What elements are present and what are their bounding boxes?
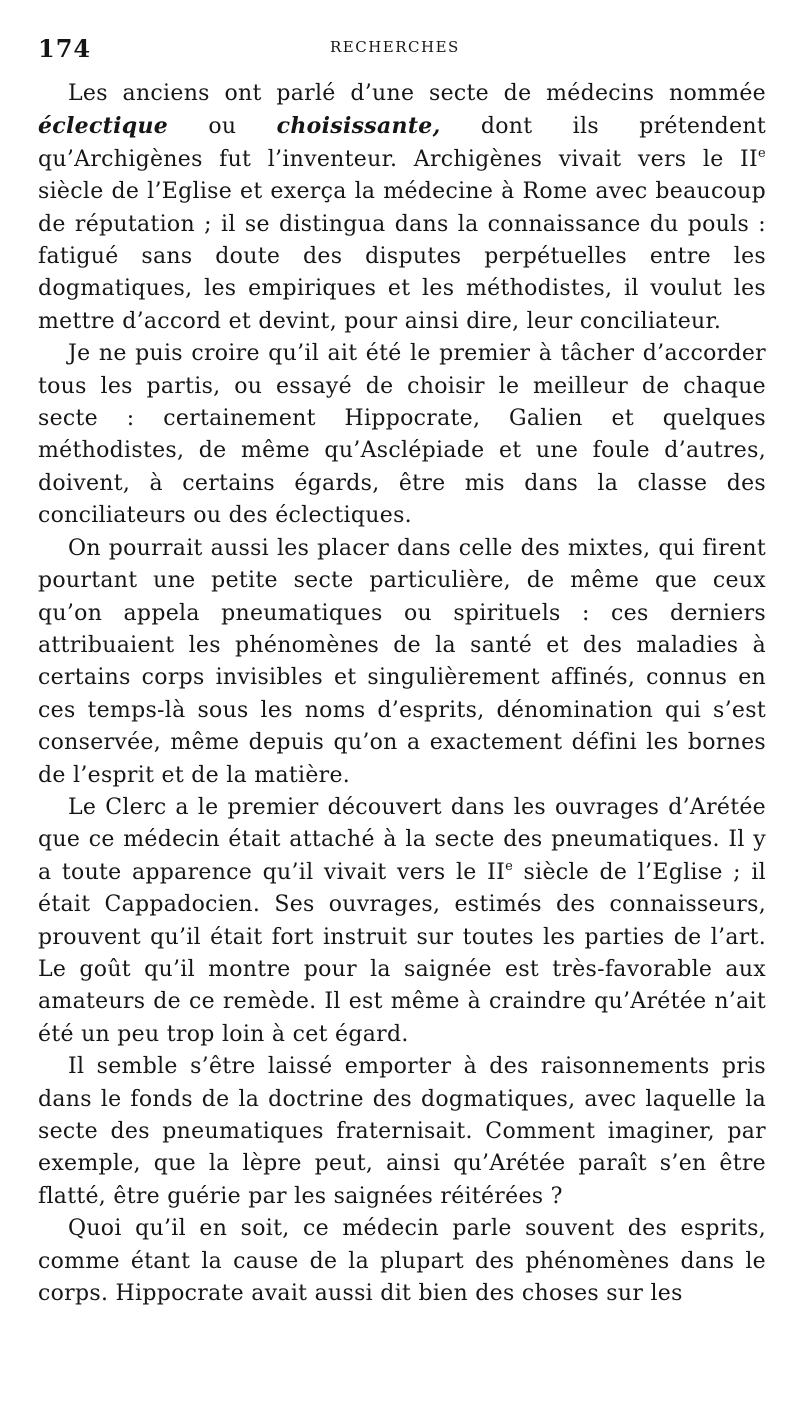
page-header <box>38 34 766 78</box>
paragraph: Quoi qu’il en soit, ce médecin parle souvent des esprits, comme étant la cause de la plupart des phénomènes dans le corps. Hippocrate avait aussi dit bien des choses sur les <box>38 1216 766 1307</box>
page-number: 174 <box>38 34 92 63</box>
running-head: RECHERCHES <box>330 38 460 56</box>
paragraph: Les anciens ont parlé d’une secte de médecins nommée éclectique ou choisissante, dont ils prétendent qu’Archigènes fut l’inventeur. Archigènes vivait vers le IIe siècle de l’Eglise et exerça la médecine à Rome avec beaucoup de réputation ; il se distingua dans la connaissance du pouls : fatigué sans doute des disputes perpétuelles entre les dogmatiques, les empiriques et les méthodistes, il voulut les mettre d’accord et devint, pour ainsi dire, leur conciliateur. <box>38 81 766 334</box>
term-choisissante: choisissante, <box>276 113 441 140</box>
body-text <box>38 78 766 1310</box>
term-eclectique: éclectique <box>38 113 169 140</box>
paragraph: On pourrait aussi les placer dans celle des mixtes, qui firent pourtant une petite secte particulière, de même que ceux qu’on appela pneumatiques ou spirituels : ces derniers attribuaient les phénomènes de la santé et des maladies à certains corps invisibles et singulièrement affinés, connus en ces temps-là sous les noms d’esprits, dénomination qui s’est conservée, même depuis qu’on a exactement défini les bornes de l’esprit et de la matière. <box>38 535 766 788</box>
paragraph: Il semble s’être laissé emporter à des raisonnements pris dans le fonds de la doctrine des dogmatiques, avec laquelle la secte des pneumatiques fraternisait. Comment imaginer, par exemple, que la lèpre peut, ainsi qu’Arétée paraît s’en être flatté, être guérie par les saignées réitérées ? <box>38 1054 766 1209</box>
paragraph: Le Clerc a le premier découvert dans les ouvrages d’Arétée que ce médecin était attaché à la secte des pneumatiques. Il y a toute apparence qu’il vivait vers le IIe siècle de l’Eglise ; il était Cappadocien. Ses ouvrages, estimés des connaisseurs, prouvent qu’il était fort instruit sur toutes les parties de l’art. Le goût qu’il montre pour la saignée est très-favorable aux amateurs de ce remède. Il est même à craindre qu’Arétée n’ait été un peu trop loin à cet égard. <box>38 794 766 1047</box>
paragraph: Je ne puis croire qu’il ait été le premier à tâcher d’accorder tous les partis, ou essayé de choisir le meilleur de chaque secte : certainement Hippocrate, Galien et quelques méthodistes, de même qu’Asclépiade et une foule d’autres, doivent, à certains égards, être mis dans la classe des conciliateurs ou des éclectiques. <box>38 341 766 529</box>
